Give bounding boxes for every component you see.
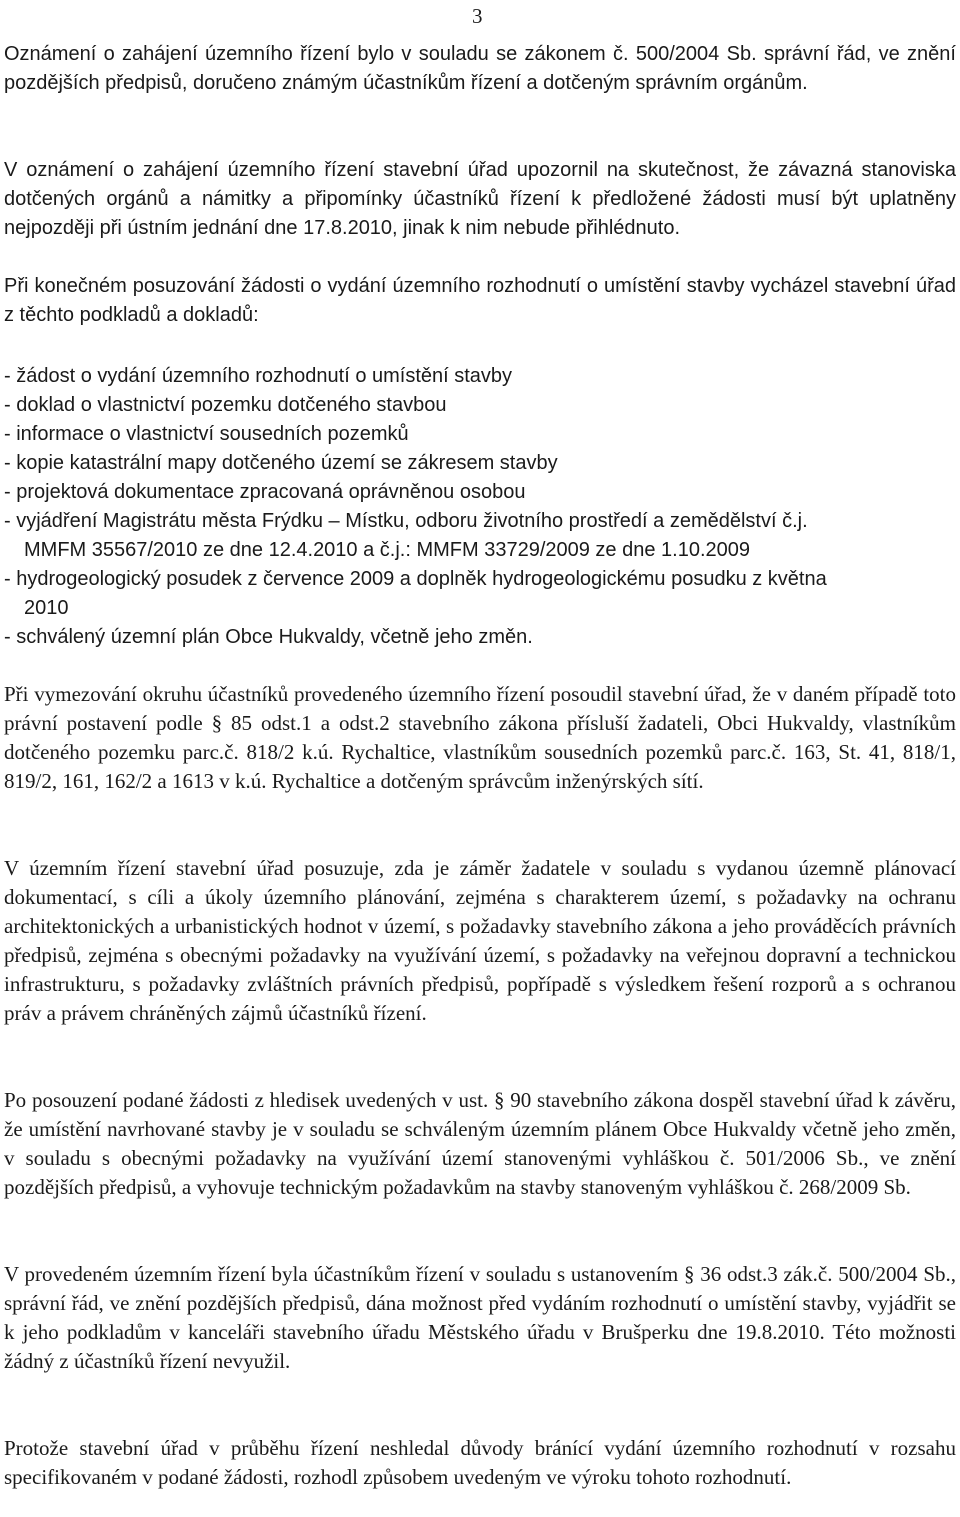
list-item: - kopie katastrální mapy dotčeného území se zákresem stavby [4,452,558,474]
list-item: - doklad o vlastnictví pozemku dotčeného stavbou [4,394,447,416]
paragraph-opportunity: V provedeném územním řízení byla účastníkům řízení v souladu s ustanovením § 36 odst.3 zák.č. 500/2004 Sb., správní řád, ve znění pozdějších předpisů, dána možnost před vydáním rozhodnutí o umístění stavby, vyjádřit se k jeho podkladům v kanceláři stavebního úřadu Městského úřadu v Brušperku dne 19.8.2010. Této možnosti žádný z účastníků řízení nevyužil. [4,1262,956,1373]
list-item-hydrogeology-line2: 2010 [24,597,69,619]
list-item-opinion-line1: - vyjádření Magistrátu města Frýdku – Místku, odboru životního prostředí a zemědělství č.j. [4,510,808,532]
page-number: 3 [472,4,483,28]
paragraph-participants: Při vymezování okruhu účastníků provedeného územního řízení posoudil stavební úřad, že v daném případě toto právní postavení podle § 85 odst.1 a odst.2 stavebního zákona přísluší žadateli, Obci Hukvaldy, vlastníkům dotčeného pozemku parc.č. 818/2 k.ú. Rychaltice, vlastníkům sousedních pozemků parc.č. 163, St. 41, 818/1, 819/2, 161, 162/2 a 1613 v k.ú. Rychaltice a dotčeným správcům inženýrských sítí. [4,682,956,793]
list-item: - projektová dokumentace zpracovaná oprávněnou osobou [4,481,526,503]
list-item-hydrogeology-line1: - hydrogeologický posudek z července 2009 a doplněk hydrogeologickému posudku z května [4,568,827,590]
paragraph-notification-delivery: Oznámení o zahájení územního řízení bylo v souladu se zákonem č. 500/2004 Sb. správní řád, ve znění pozdějších předpisů, doručeno známým účastníkům řízení a dotčeným správním orgánům. [4,43,956,94]
paragraph-conclusion: Po posouzení podané žádosti z hledisek uvedených v ust. § 90 stavebního zákona dospěl stavební úřad k závěru, že umístění navrhované stavby je v souladu se schváleným územním plánem Obce Hukvaldy včetně jeho změn, v souladu s obecnými požadavky na využívání území stanovenými vyhláškou č. 501/2006 Sb., ve znění pozdějších předpisů, a vyhovuje technickým požadavkům na stavby stanoveným vyhláškou č. 268/2009 Sb. [4,1088,956,1199]
paragraph-basis-intro: Při konečném posuzování žádosti o vydání územního rozhodnutí o umístění stavby vycházel stavební úřad z těchto podkladů a dokladů: [4,275,956,326]
paragraph-deadline-notice: V oznámení o zahájení územního řízení stavební úřad upozornil na skutečnost, že závazná stanoviska dotčených orgánů a námitky a připomínky účastníků řízení k předložené žádosti musí být uplatněny nejpozději při ústním jednání dne 17.8.2010, jinak k nim nebude přihlédnuto. [4,159,956,239]
paragraph-review-scope: V územním řízení stavební úřad posuzuje, zda je záměr žadatele v souladu s vydanou územně plánovací dokumentací, s cíli a úkoly územního plánování, zejména s charakterem území, s požadavky na ochranu architektonických a urbanistických hodnot v území, s požadavky stavebního zákona a jeho prováděcích právních předpisů, zejména s obecnými požadavky na využívání území, s požadavky na veřejnou dopravní a technickou infrastrukturu, s požadavky zvláštních právních předpisů, popřípadě s výsledkem řešení rozporů a s ochranou práv a právem chráněných zájmů účastníků řízení. [4,856,956,1025]
paragraph-final: Protože stavební úřad v průběhu řízení neshledal důvody bránící vydání územního rozhodnutí v rozsahu specifikovaném v podané žádosti, rozhodl způsobem uvedeným ve výroku tohoto rozhodnutí. [4,1436,956,1489]
list-item-opinion-line2: MMFM 35567/2010 ze dne 12.4.2010 a č.j.: MMFM 33729/2009 ze dne 1.10.2009 [24,539,751,561]
list-item: - informace o vlastnictví sousedních pozemků [4,423,409,445]
list-item: - žádost o vydání územního rozhodnutí o umístění stavby [4,365,513,387]
list-item-zoning-plan: - schválený územní plán Obce Hukvaldy, včetně jeho změn. [4,626,533,648]
documents-list [4,362,960,652]
